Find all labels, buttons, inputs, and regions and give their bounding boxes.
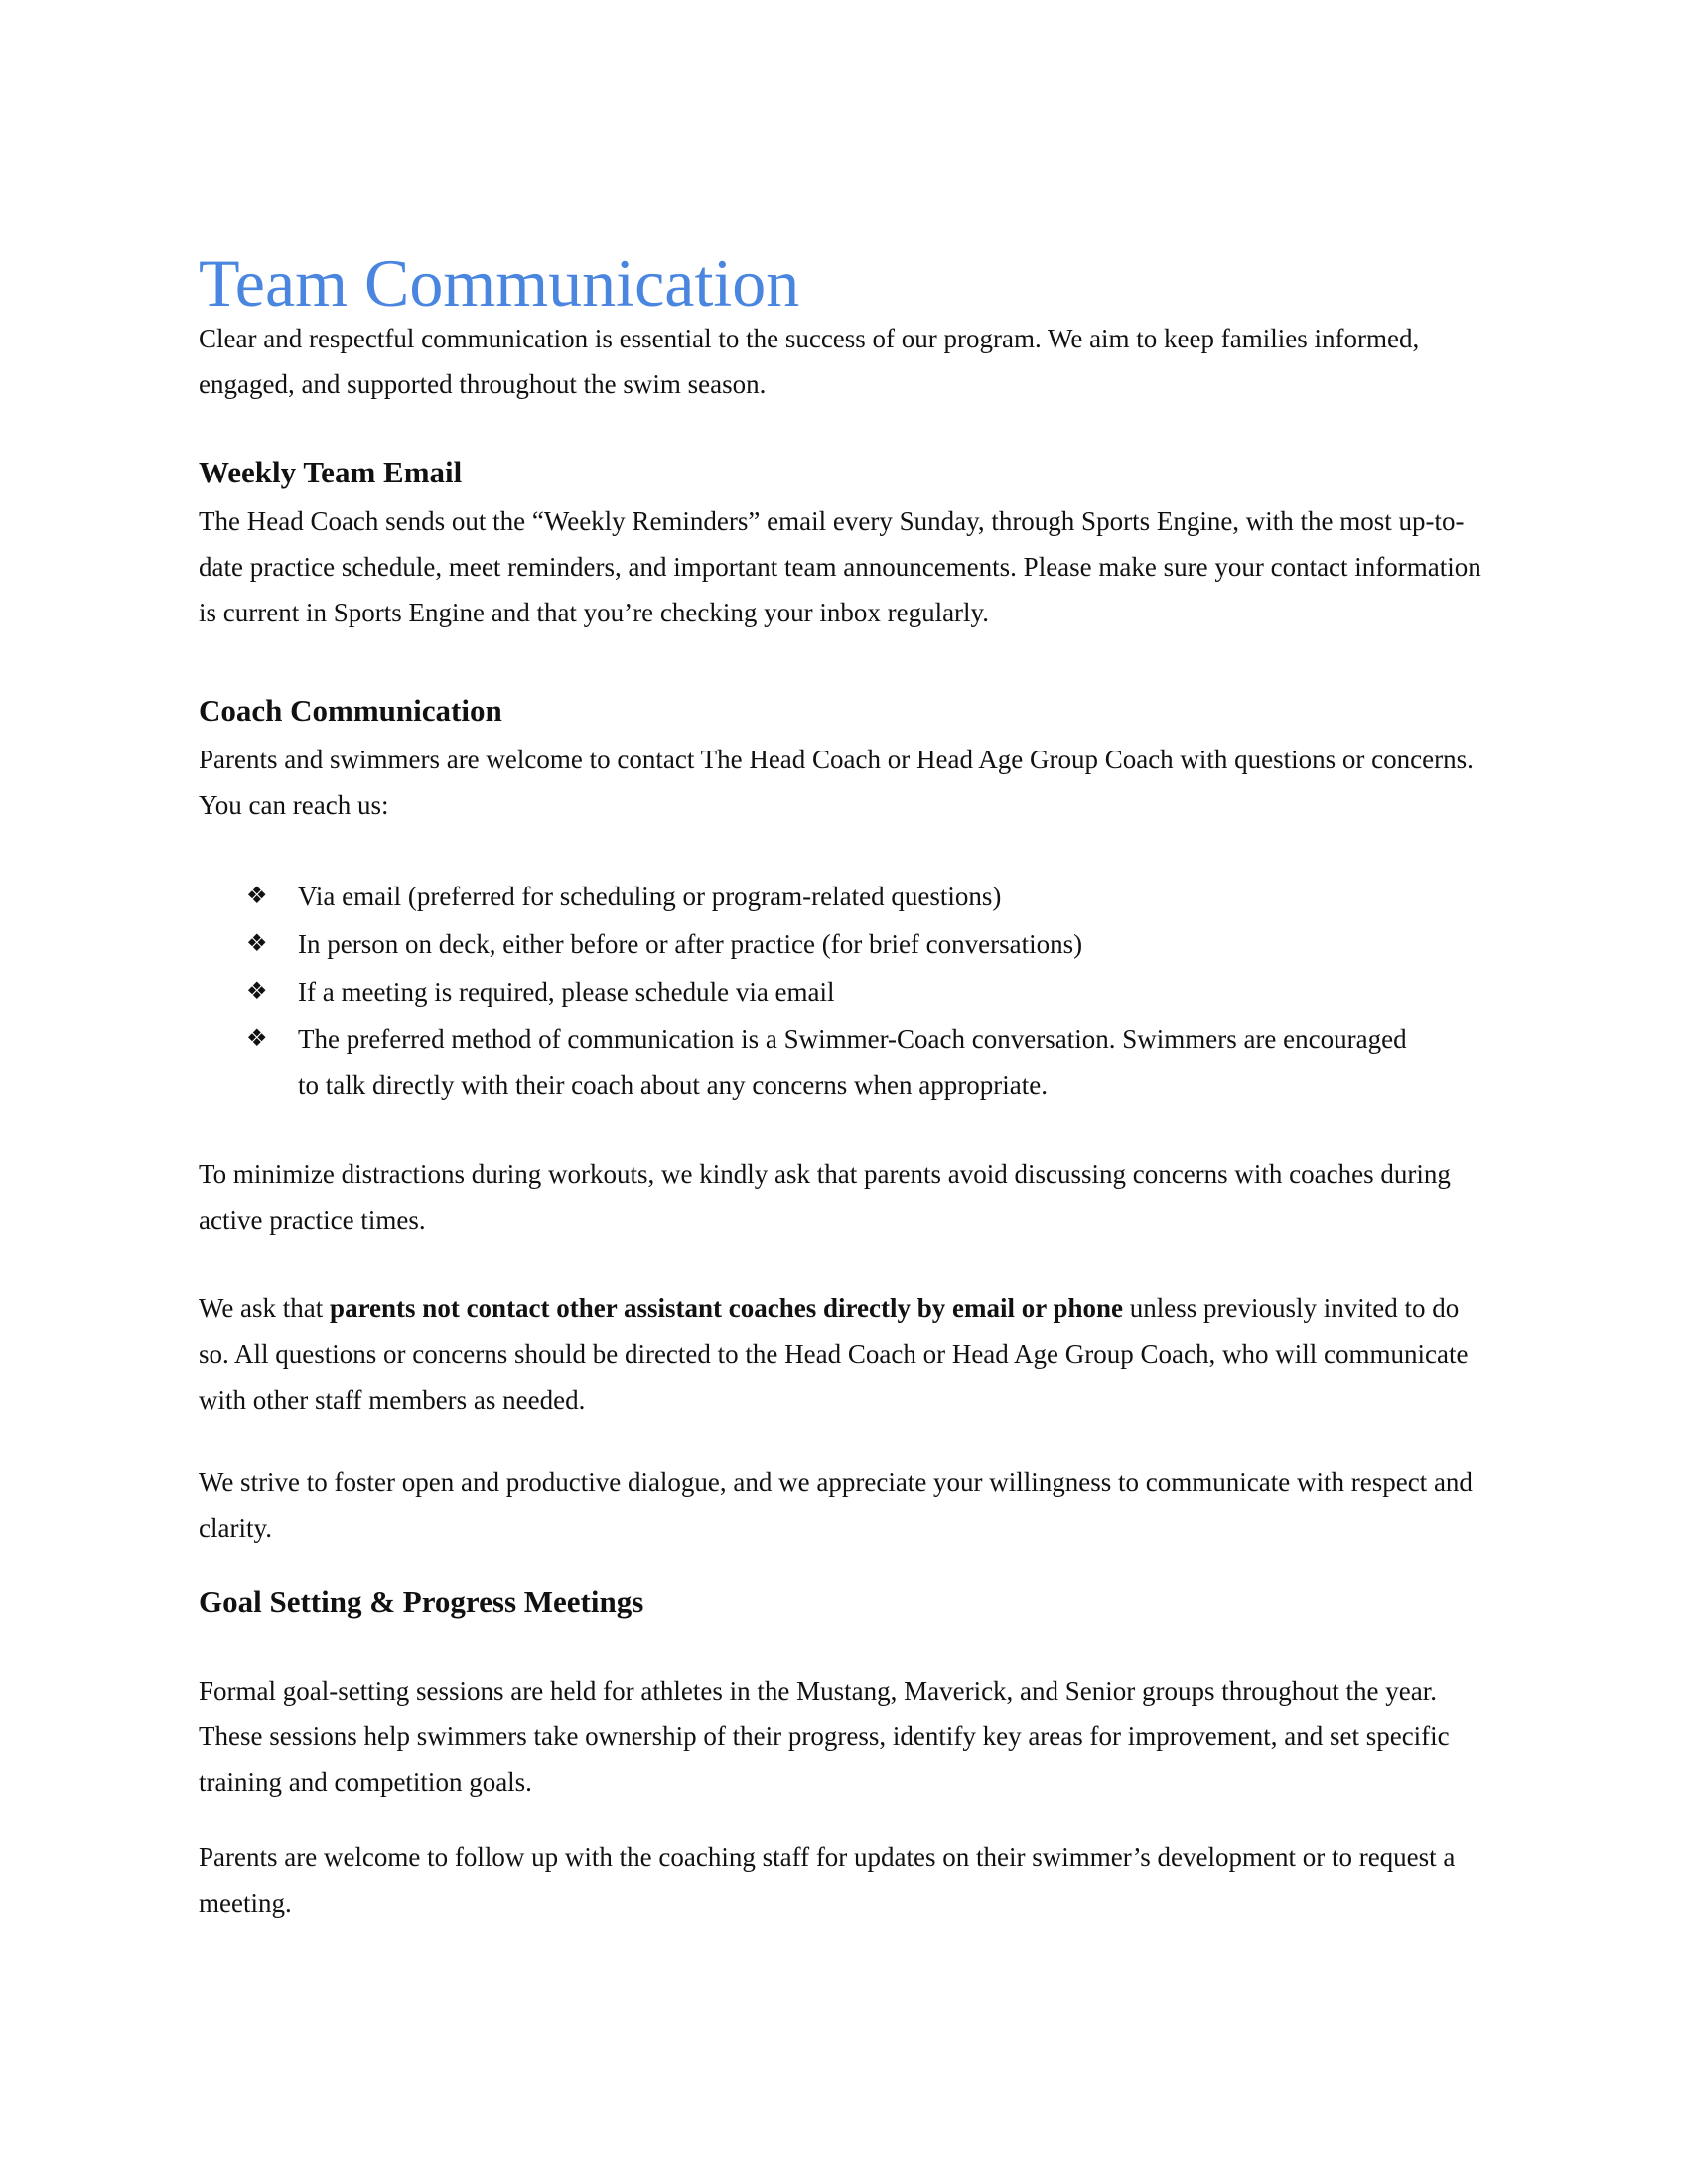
list-item	[199, 969, 1489, 1015]
diamond-bullet-icon: ❖	[246, 931, 268, 957]
goal-setting-paragraph: Formal goal-setting sessions are held for athletes in the Mustang, Maverick, and Senior groups throughout the year. These sessions help swimmers take ownership of their progress, identify key areas for improvement, and set specific training and competition goals.	[199, 1676, 1450, 1797]
diamond-bullet-icon: ❖	[246, 1026, 268, 1052]
distractions-paragraph: To minimize distractions during workouts, we kindly ask that parents avoid discussing concerns with coaches during active practice times.	[199, 1160, 1451, 1235]
weekly-email-paragraph: The Head Coach sends out the “Weekly Reminders” email every Sunday, through Sports Engine, with the most up-to-date practice schedule, meet reminders, and important team announcements. Please make sure your contact information is current in Sports Engine and that you’re checking your inbox regularly.	[199, 506, 1481, 627]
list-item	[199, 921, 1489, 967]
list-item	[199, 874, 1489, 919]
text-span: unless previously invited to do so. All questions or concerns should be directed to the Head Coach or Head Age Group Coach, who will communicate with other staff members as needed.	[199, 1294, 1469, 1415]
list-item-text: In person on deck, either before or after practice (for brief conversations)	[298, 929, 1083, 959]
diamond-bullet-icon: ❖	[246, 979, 268, 1005]
intro-paragraph: Clear and respectful communication is essential to the success of our program. We aim to keep families informed, engaged, and supported throughout the swim season.	[199, 324, 1420, 399]
contact-methods-list	[199, 874, 1489, 1110]
coach-communication-paragraph: Parents and swimmers are welcome to contact The Head Coach or Head Age Group Coach with questions or concerns. You can reach us:	[199, 745, 1474, 820]
list-item-text: Via email (preferred for scheduling or program-related questions)	[298, 882, 1002, 911]
assistant-coaches-paragraph	[199, 1286, 1489, 1423]
weekly-email-heading: Weekly Team Email	[199, 455, 463, 489]
text-span: We ask that	[199, 1294, 331, 1323]
page-title: Team Communication	[199, 244, 800, 321]
coach-communication-heading: Coach Communication	[199, 693, 502, 728]
list-item-text: If a meeting is required, please schedule via email	[298, 977, 835, 1007]
closing-paragraph: We strive to foster open and productive dialogue, and we appreciate your willingness to communicate with respect and clarity.	[199, 1467, 1473, 1543]
diamond-bullet-icon: ❖	[246, 884, 268, 909]
list-item-text: The preferred method of communication is a Swimmer-Coach conversation. Swimmers are encouraged to talk directly with their coach about any concerns when appropriate.	[298, 1024, 1407, 1100]
bold-emphasis: parents not contact other assistant coaches directly by email or phone	[330, 1294, 1124, 1323]
goal-setting-heading: Goal Setting & Progress Meetings	[199, 1584, 644, 1619]
list-item	[199, 1017, 1489, 1108]
follow-up-paragraph: Parents are welcome to follow up with the coaching staff for updates on their swimmer’s development or to request a meeting.	[199, 1843, 1456, 1918]
